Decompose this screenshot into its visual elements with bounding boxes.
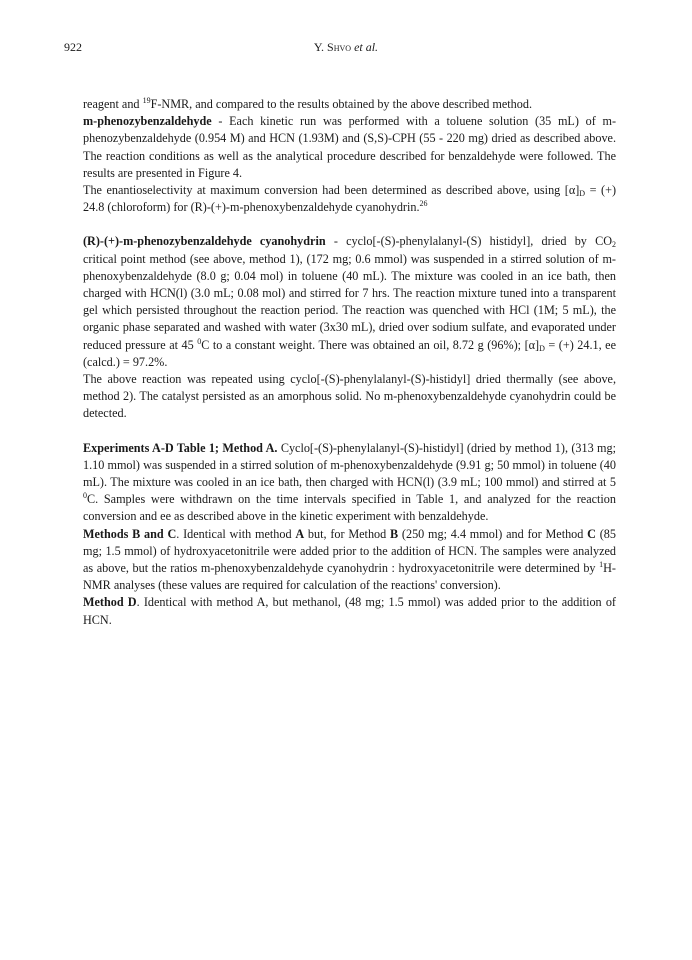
text-run: -: [325, 234, 347, 249]
page-number: 922: [64, 40, 82, 54]
paragraph-method-d: [83, 594, 616, 628]
paragraph-cyanohydrin-prep: [83, 233, 616, 371]
text-run: . Identical with method: [176, 526, 296, 541]
text-run: but, for Method: [304, 526, 391, 541]
text-run: = (+) 24.1, ee (calcd.) = 97.2%.: [83, 337, 616, 369]
text-run: The enantioselectivity at maximum conversion had been determined as described above, using [α]: [83, 183, 580, 198]
paragraph-method-a: [83, 440, 616, 526]
text-run: (85 mg; 1.5 mmol) of hydroxyacetonitrile were added prior to the addition of HCN. The samples were analyzed as above, but the ratios m-phenoxybenzaldehyde cyanohydrin : hydroxyacetonitrile were determined by: [83, 526, 616, 576]
method-label: B: [390, 526, 399, 541]
section-heading: Method D: [83, 595, 137, 610]
text-run: F-NMR, and compared to the results obtained by the above described method.: [150, 97, 533, 111]
section-heading: Experiments A-D Table 1; Method A.: [83, 440, 278, 455]
running-title: [0, 40, 692, 55]
section-heading: (R)-(+)-m-phenozybenzaldehyde cyanohydrin: [83, 234, 326, 249]
paragraph-m-phenozybenzaldehyde: [83, 113, 616, 182]
method-label: C: [587, 526, 596, 541]
subscript: D: [539, 343, 545, 353]
paragraph-gap: [83, 216, 616, 233]
author-initial: Y.: [313, 40, 328, 54]
method-label: A: [295, 526, 305, 541]
author-etal: et al.: [351, 40, 379, 54]
author-surname: Shvo: [327, 40, 352, 54]
text-run: (250 mg; 4.4 mmol) and for Method: [398, 526, 588, 541]
text-run: = (+) 24.8 (chloroform) for (R)-(+)-m-phenoxybenzaldehyde cyanohydrin.: [83, 183, 616, 215]
article-body: [83, 96, 616, 629]
paragraph-repeat-reaction: The above reaction was repeated using cyclo[-(S)-phenylalanyl-(S)-histidyl] dried thermally (see above, method 2). The catalyst persisted as an amorphous solid. No m-phenoxybenzaldehyde cyanohydrin could be detected.: [83, 372, 616, 421]
subscript: D: [579, 189, 586, 199]
citation-superscript: 26: [419, 199, 428, 209]
text-run: critical point method (see above, method 1), (172 mg; 0.6 mmol) was suspended in a stirred solution of m-phenoxybenzaldehyde (8.0 g; 0.04 mol) in toluene (40 mL). The mixture was cooled in an ice bath, then charged with HCN(l) (3.0 mL; 0.08 mol) and stirred for 7 hrs. The reaction mixture tuned into a transparent gel which persisted throughout the reaction period. The reaction was quenched with HCl (1M; 5 mL), the organic phase separated and washed with water (3x30 mL), dried over sodium sulfate, and evaporated under reduced pressure at 45: [83, 251, 616, 352]
section-heading: m-phenozybenzaldehyde: [83, 114, 212, 129]
text-run: reagent and: [83, 97, 143, 111]
text-run: H-NMR analyses (these values are required for calculation of the reactions' conversion).: [83, 561, 616, 593]
text-run: C to a constant weight. There was obtained an oil, 8.72 g (96%); [α]: [201, 337, 540, 352]
running-header: [0, 40, 692, 60]
paragraph-gap: [83, 423, 616, 440]
superscript: 1: [599, 560, 604, 570]
superscript: 0: [197, 336, 202, 346]
text-run: cyclo[-(S)-phenylalanyl-(S) histidyl], dried by CO: [346, 234, 613, 249]
paragraph-methods-b-c: [83, 526, 616, 595]
subscript: 2: [612, 240, 617, 250]
superscript: 0: [83, 491, 87, 501]
paragraph-enantioselectivity: [83, 182, 616, 216]
text-run: Cyclo[-(S)-phenylalanyl-(S)-histidyl] (dried by method 1), (313 mg; 1.10 mmol) was suspended in a stirred solution of m-phenoxybenzaldehyde (9.91 g; 50 mmol) in toluene (40 mL). The mixture was cooled in an ice bath, then charged with HCN(l) (3.9 mL; 100 mmol) and stirred at 5: [83, 440, 616, 490]
superscript: 19: [142, 96, 151, 105]
paragraph-intro: [83, 96, 616, 113]
text-run: C. Samples were withdrawn on the time intervals specified in Table 1, and analyzed for the reaction conversion and ee as described above in the kinetic experiment with benzaldehyde.: [83, 492, 616, 524]
text-run: -: [211, 114, 230, 129]
section-heading: Methods B and C: [83, 526, 177, 541]
text-run: . Identical with method A, but methanol, (48 mg; 1.5 mmol) was added prior to the addition of HCN.: [83, 595, 616, 627]
text-run: Each kinetic run was performed with a toluene solution (35 mL) of m-phenozybenzaldehyde (0.954 M) and HCN (1.93M) and (S,S)-CPH (55 - 220 mg) dried as described above. The reaction conditions as well as the analytical procedure described for benzaldehyde were followed. The results are presented in Figure 4.: [83, 114, 617, 180]
